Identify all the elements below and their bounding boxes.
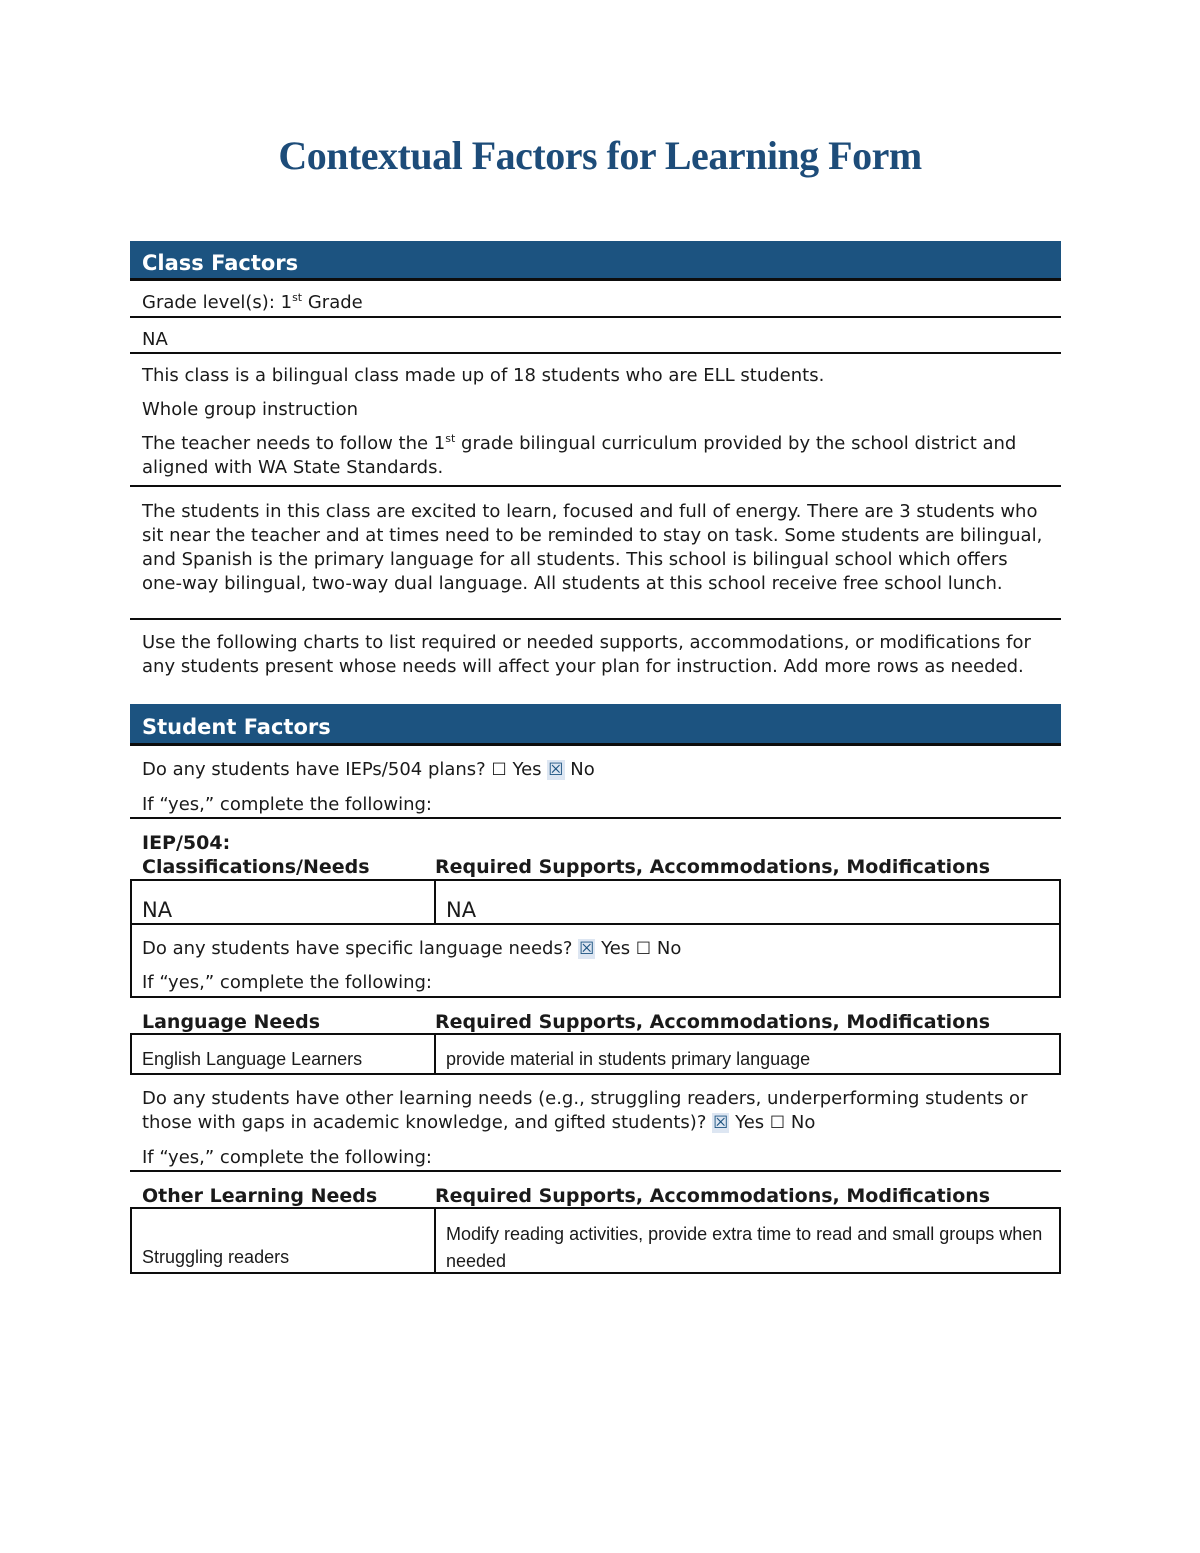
grade-level-field bbox=[130, 281, 1061, 318]
lang-col2-header: Required Supports, Accommodations, Modifications bbox=[435, 1011, 991, 1033]
other-row-need: Struggling readers bbox=[132, 1209, 436, 1272]
chart-instructions: Use the following charts to list required or needed supports, accommodations, or modifications for any students present whose needs will affect your plan for instruction. Add more rows as needed. bbox=[142, 632, 1031, 677]
iep-no-label: No bbox=[570, 759, 595, 780]
class-factors-heading: Class Factors bbox=[130, 241, 1061, 281]
curriculum-sup: st bbox=[445, 432, 456, 445]
language-question-box bbox=[130, 925, 1061, 998]
lang-table-row bbox=[130, 1035, 1061, 1075]
other-yes-checkbox[interactable]: ☒ bbox=[713, 1113, 729, 1133]
iep-col1-line2: Classifications/Needs bbox=[142, 856, 370, 878]
lang-row-supports: provide material in students primary language bbox=[446, 1049, 811, 1069]
other-yes-label: Yes bbox=[735, 1112, 765, 1133]
curriculum-field bbox=[130, 426, 1061, 487]
instruction-line: Whole group instruction bbox=[142, 399, 359, 420]
iep-col1-header bbox=[142, 831, 435, 879]
other-no-checkbox[interactable]: ☐ bbox=[769, 1113, 786, 1133]
lang-table-header bbox=[130, 998, 1061, 1035]
other-col2-header: Required Supports, Accommodations, Modifications bbox=[435, 1185, 991, 1207]
iep-row-classification: NA bbox=[132, 881, 436, 923]
iep-table-header bbox=[130, 819, 1061, 879]
iep-yes-label: Yes bbox=[512, 759, 542, 780]
other-row-supports: Modify reading activities, provide extra time to read and small groups when needed bbox=[446, 1224, 1043, 1271]
other-table-header bbox=[130, 1172, 1061, 1209]
student-factors-heading: Student Factors bbox=[130, 704, 1061, 746]
na-field: NA bbox=[130, 318, 1061, 354]
iep-question-row bbox=[130, 746, 1061, 782]
lang-question: Do any students have specific language needs? bbox=[142, 938, 573, 959]
page-title: Contextual Factors for Learning Form bbox=[278, 133, 922, 178]
lang-yes-label: Yes bbox=[601, 938, 631, 959]
iep-no-checkbox[interactable]: ☒ bbox=[548, 760, 564, 780]
iep-table-row bbox=[130, 879, 1061, 925]
other-col1-header: Other Learning Needs bbox=[142, 1185, 378, 1207]
other-if-yes: If “yes,” complete the following: bbox=[130, 1135, 1061, 1172]
bilingual-line: This class is a bilingual class made up of 18 students who are ELL students. bbox=[142, 365, 825, 386]
lang-row-need: English Language Learners bbox=[132, 1035, 436, 1073]
lang-no-label: No bbox=[656, 938, 682, 959]
grade-level-prefix: Grade level(s): 1 bbox=[142, 292, 293, 313]
form bbox=[130, 241, 1061, 1274]
other-table-row bbox=[130, 1209, 1061, 1274]
grade-level-suffix: Grade bbox=[302, 292, 363, 313]
lang-question-row bbox=[132, 925, 1059, 961]
iep-col1-line1: IEP/504: bbox=[142, 832, 231, 854]
iep-question: Do any students have IEPs/504 plans? bbox=[142, 759, 486, 780]
other-question-row bbox=[130, 1075, 1061, 1135]
other-no-label: No bbox=[790, 1112, 816, 1133]
class-description: The students in this class are excited to learn, focused and full of energy. There are 3 students who sit near the teacher and at times need to be reminded to stay on task. Some students are bilingual, and Spanish is the primary language for all students. This school is bilingual school which offers one-way bilingual, two-way dual language. All students at this school receive free school lunch. bbox=[130, 487, 1061, 620]
lang-if-yes: If “yes,” complete the following: bbox=[142, 972, 432, 993]
grade-level-sup: st bbox=[292, 291, 303, 304]
curriculum-prefix: The teacher needs to follow the 1 bbox=[142, 433, 446, 454]
curriculum-suffix: grade bilingual curriculum provided by the school district and aligned with WA State Standards. bbox=[142, 433, 1017, 478]
iep-if-yes: If “yes,” complete the following: bbox=[130, 782, 1061, 819]
lang-yes-checkbox[interactable]: ☒ bbox=[579, 939, 595, 959]
iep-row-supports: NA bbox=[446, 898, 477, 922]
other-question: Do any students have other learning needs (e.g., struggling readers, underperforming students or those with gaps in academic knowledge, and gifted students)? bbox=[142, 1088, 1028, 1133]
lang-no-checkbox[interactable]: ☐ bbox=[635, 939, 652, 959]
lang-col1-header: Language Needs bbox=[142, 1011, 321, 1033]
iep-col2-header: Required Supports, Accommodations, Modifications bbox=[435, 856, 991, 878]
iep-yes-checkbox[interactable]: ☐ bbox=[491, 760, 507, 780]
